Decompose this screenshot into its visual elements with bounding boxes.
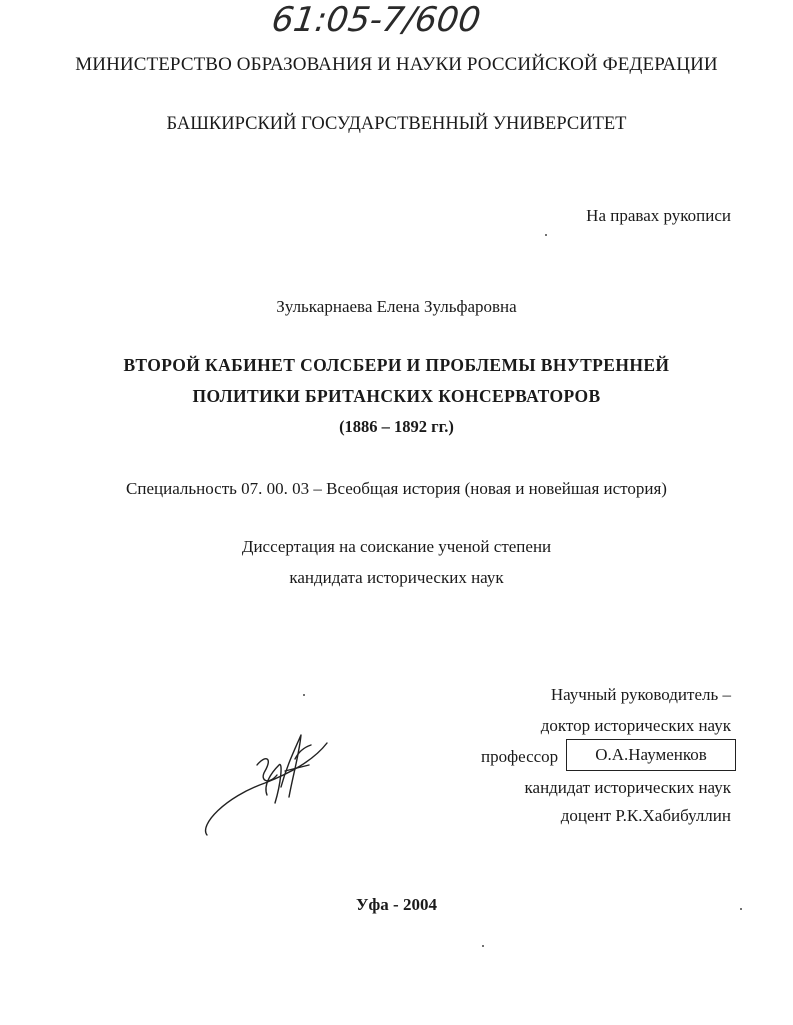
advisor-rank-1: профессор [481,747,559,766]
dissertation-line-2: кандидата исторических наук [289,568,504,587]
advisor-degree-2: кандидат исторических наук [524,778,731,797]
advisor-degree-1: доктор исторических наук [540,716,731,735]
city-year: Уфа - 2004 [356,895,437,914]
dissertation-line-1: Диссертация на соискание ученой степени [241,537,552,556]
advisor-heading: Научный руководитель – [550,685,731,704]
specialty-line: Специальность 07. 00. 03 – Всеобщая история (новая и новейшая история) [126,479,667,498]
university-heading: БАШКИРСКИЙ ГОСУДАРСТВЕННЫЙ УНИВЕРСИТЕТ [166,114,627,134]
advisor-name-box: О.А.Науменков [566,739,736,771]
ministry-heading: МИНИСТЕРСТВО ОБРАЗОВАНИЯ И НАУКИ РОССИЙСКОЙ ФЕДЕРАЦИИ [75,54,718,75]
scan-speck [545,234,547,236]
advisor-rank-name-2: доцент Р.К.Хабибуллин [560,806,731,825]
archive-stamp: 61:05-7/600 [269,0,484,40]
scan-speck [303,694,305,696]
author-name: Зулькарнаева Елена Зульфаровна [276,297,517,316]
title-years: (1886 – 1892 гг.) [339,417,454,436]
scan-speck [482,945,484,947]
rights-note: На правах рукописи [586,206,731,225]
title-line-1: ВТОРОЙ КАБИНЕТ СОЛСБЕРИ И ПРОБЛЕМЫ ВНУТРЕННЕЙ [123,355,670,375]
scan-speck [740,908,742,910]
title-line-2: ПОЛИТИКИ БРИТАНСКИХ КОНСЕРВАТОРОВ [192,386,601,406]
author-signature [195,725,340,845]
